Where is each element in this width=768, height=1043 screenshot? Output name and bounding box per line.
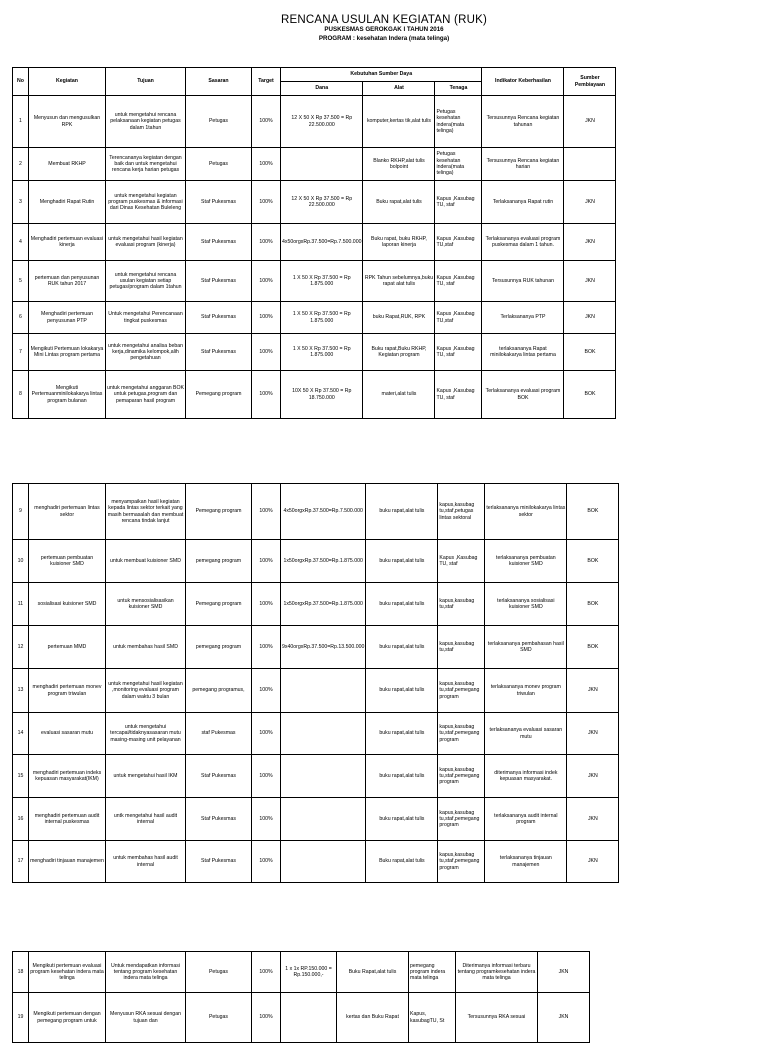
cell-dana: 9x40orgxRp.37.500=Rp.13.500.000 xyxy=(281,626,366,669)
ruk-table-sheet-1 xyxy=(12,67,616,419)
cell-dana xyxy=(281,755,366,798)
cell-kegiatan: menghadiri pertemuan lintas sektor xyxy=(29,484,106,540)
cell-tenaga: Petugas kesehatan indera(mata telinga) xyxy=(435,96,482,148)
cell-sasaran: Staf Pukesmas xyxy=(186,334,252,371)
cell-alat: Blanko RKHP,alat tulis bolpoint xyxy=(363,148,435,181)
cell-target: 100% xyxy=(252,798,281,841)
cell-tujuan: untuk mengetahui rencana usulan kegiatan setiap petugas/program dalam 1tahun xyxy=(106,261,186,302)
cell-tujuan: untuk mensosialisasikan kuisioner SMD xyxy=(106,583,186,626)
cell-sumber: JKN xyxy=(564,302,616,334)
cell-alat: buku rapat,alat tulis xyxy=(366,583,438,626)
cell-sasaran: Petugas xyxy=(186,96,252,148)
col-kegiatan: Kegiatan xyxy=(29,68,106,96)
cell-sasaran: pemegang program xyxy=(186,540,252,583)
cell-dana: 12 X 50 X Rp 37.500 = Rp 22.500.000 xyxy=(281,181,363,224)
cell-kegiatan: menghadiri pertemuan indeks kepuasan masyarakat(IKM) xyxy=(29,755,106,798)
cell-target: 100% xyxy=(252,841,281,883)
cell-kegiatan: menghadiri tinjauan manajemen xyxy=(29,841,106,883)
table-row xyxy=(13,181,616,224)
cell-indikator: terlaksananya sosialisasi kuisioner SMD xyxy=(485,583,567,626)
cell-tujuan: Untuk mendapatkan informasi tentang program kesehatan indera mata telinga xyxy=(106,952,186,993)
cell-kegiatan: pertemuan MMD xyxy=(29,626,106,669)
table-row xyxy=(13,713,619,755)
cell-indikator: Terlaksananya evaluasi program puskesmas dalam 1 tahun. xyxy=(482,224,564,261)
table-row xyxy=(13,841,619,883)
cell-target: 100% xyxy=(252,261,281,302)
cell-dana xyxy=(281,148,363,181)
cell-sumber: BOK xyxy=(567,583,619,626)
cell-sasaran: pemegang program xyxy=(186,626,252,669)
cell-no: 16 xyxy=(13,798,29,841)
cell-kegiatan: menghadiri pertemuan monev program triwulan xyxy=(29,669,106,713)
cell-kegiatan: Membuat RKHP xyxy=(29,148,106,181)
col-indikator: Indikator Keberhasilan xyxy=(482,68,564,96)
cell-no: 12 xyxy=(13,626,29,669)
cell-sasaran: Pemegang program xyxy=(186,484,252,540)
cell-kegiatan: pertemuan pembuatan kuisioner SMD xyxy=(29,540,106,583)
cell-dana xyxy=(281,841,366,883)
cell-kegiatan: Menyusun dan mengusulkan RPK xyxy=(29,96,106,148)
cell-sasaran: Petugas xyxy=(186,993,252,1043)
cell-dana: 4x50orgxRp.37.500=Rp.7.500.000 xyxy=(281,224,363,261)
cell-sumber: JKN xyxy=(567,669,619,713)
cell-tujuan: Terencananya kegiatan dengan baik dan untuk mengetahui rencana kerja harian petugas xyxy=(106,148,186,181)
cell-alat: buku Rapat,RUK, RPK xyxy=(363,302,435,334)
cell-dana: 1 x 1x RP.150.000 = Rp.150.000,- xyxy=(281,952,337,993)
cell-no: 14 xyxy=(13,713,29,755)
cell-alat: buku rapat,alat tulis xyxy=(366,669,438,713)
cell-target: 100% xyxy=(252,371,281,419)
cell-tenaga: Kapus ,Kasubag TU, staf xyxy=(435,261,482,302)
table-row xyxy=(13,540,619,583)
cell-sasaran: staf Pukesmas xyxy=(186,713,252,755)
col-alat: Alat xyxy=(363,82,435,96)
table-row xyxy=(13,755,619,798)
cell-tujuan: untuk mengetahui hasil IKM xyxy=(106,755,186,798)
cell-target: 100% xyxy=(252,96,281,148)
cell-no: 8 xyxy=(13,371,29,419)
cell-tujuan: untuk mengetahui kegiatan program puskesmas & informasi dari Dinas Kesehatan Buleleng xyxy=(106,181,186,224)
cell-sumber xyxy=(564,148,616,181)
table-row xyxy=(13,583,619,626)
cell-sasaran: Staf Pukesmas xyxy=(186,798,252,841)
cell-indikator: Terlaksananya PTP xyxy=(482,302,564,334)
cell-sumber: BOK xyxy=(567,484,619,540)
cell-target: 100% xyxy=(252,952,281,993)
cell-sasaran: Staf Pukesmas xyxy=(186,181,252,224)
cell-tujuan: untuk mengetahui tercapai/tidaknyasasaran mutu masing-masing unit pelayanan xyxy=(106,713,186,755)
cell-tenaga: Kapus ,Kasubag TU,staf xyxy=(435,224,482,261)
ruk-table-sheet-2 xyxy=(12,483,619,883)
cell-sumber: BOK xyxy=(564,371,616,419)
cell-alat: RPK Tahun sebelumnya,buku rapat alat tulis xyxy=(363,261,435,302)
table-row xyxy=(13,669,619,713)
cell-no: 3 xyxy=(13,181,29,224)
cell-tenaga: kapus,kasubag tu,staf,pemegang program xyxy=(438,798,485,841)
cell-indikator: Tersusunnya Rencana kegiatan harian xyxy=(482,148,564,181)
cell-alat: buku rapat,alat tulis xyxy=(366,540,438,583)
cell-target: 100% xyxy=(252,148,281,181)
cell-indikator: Diterimanya informasi terbaru tentang programkesehatan indera mata telinga xyxy=(456,952,538,993)
cell-target: 100% xyxy=(252,626,281,669)
cell-sasaran: Pemegang program xyxy=(186,371,252,419)
ruk-table-sheet-3 xyxy=(12,951,590,1043)
cell-alat: buku rapat,alat tulis xyxy=(366,713,438,755)
cell-tenaga: Kapus ,Kasubag TU, staf xyxy=(435,371,482,419)
document-title: RENCANA USULAN KEGIATAN (RUK) xyxy=(280,14,488,26)
cell-tenaga: pemegang program indera mata telinga xyxy=(409,952,456,993)
cell-kegiatan: pertemuan dan penyusunan RUK tahun 2017 xyxy=(29,261,106,302)
table-row xyxy=(13,334,616,371)
table-row xyxy=(13,484,619,540)
col-dana: Dana xyxy=(281,82,363,96)
cell-sasaran: Staf Pukesmas xyxy=(186,302,252,334)
cell-no: 13 xyxy=(13,669,29,713)
cell-alat: Buku rapat,alat tulis xyxy=(363,181,435,224)
cell-tenaga: kapus,kasubag tu,staf,petugas lintas sektoral xyxy=(438,484,485,540)
cell-no: 10 xyxy=(13,540,29,583)
cell-tenaga: Kapus ,Kasubag TU, staf xyxy=(438,540,485,583)
col-target: Target xyxy=(252,68,281,96)
cell-dana: 4x50orgxRp.37.500=Rp.7.500.000 xyxy=(281,484,366,540)
table-row xyxy=(13,96,616,148)
cell-tenaga: Kapus ,Kasubag TU, staf xyxy=(435,181,482,224)
cell-target: 100% xyxy=(252,713,281,755)
cell-sumber: JKN xyxy=(567,841,619,883)
cell-kegiatan: Mengikuti Pertemuan lokakarya Mini Lintas program pertama xyxy=(29,334,106,371)
cell-target: 100% xyxy=(252,484,281,540)
cell-sumber: JKN xyxy=(567,798,619,841)
cell-alat: Buku Rapat,alat tulis xyxy=(337,952,409,993)
cell-tenaga: kapus,kasubag tu,staf xyxy=(438,583,485,626)
cell-dana xyxy=(281,993,337,1043)
document-header xyxy=(0,14,768,43)
cell-target: 100% xyxy=(252,669,281,713)
cell-kegiatan: Mengikuti Pertemuanminilokakarya lintas program bulanan xyxy=(29,371,106,419)
cell-sumber: JKN xyxy=(564,181,616,224)
cell-no: 11 xyxy=(13,583,29,626)
cell-tujuan: untuk mengetahui rencana pelaksanaan kegiatan petugas dalam 1tahun xyxy=(106,96,186,148)
cell-alat: buku rapat,alat tulis xyxy=(366,798,438,841)
cell-sumber: JKN xyxy=(538,993,590,1043)
cell-alat: Buku rapat,Buku RKHP, Kegiatan program xyxy=(363,334,435,371)
cell-target: 100% xyxy=(252,224,281,261)
table-row xyxy=(13,224,616,261)
cell-no: 7 xyxy=(13,334,29,371)
cell-no: 17 xyxy=(13,841,29,883)
cell-target: 100% xyxy=(252,993,281,1043)
col-tenaga: Tenaga xyxy=(435,82,482,96)
cell-sumber: JKN xyxy=(567,755,619,798)
table-row xyxy=(13,626,619,669)
cell-sumber: JKN xyxy=(567,713,619,755)
cell-tujuan: untuk membahas hasil SMD xyxy=(106,626,186,669)
document-subtitle: PUSKESMAS GEROKGAK I TAHUN 2016 xyxy=(324,26,444,33)
cell-dana: 1 X 50 X Rp 37.500 = Rp 1.875.000 xyxy=(281,302,363,334)
cell-target: 100% xyxy=(252,540,281,583)
cell-tenaga: kapus,kasubag tu,staf,pemegang program xyxy=(438,841,485,883)
cell-no: 15 xyxy=(13,755,29,798)
cell-sumber: JKN xyxy=(564,261,616,302)
cell-indikator: terlaksananya pembuatan kuisioner SMD xyxy=(485,540,567,583)
cell-no: 2 xyxy=(13,148,29,181)
cell-sasaran: Staf Pukesmas xyxy=(186,261,252,302)
cell-alat: komputer,kertas tik,alat tulis xyxy=(363,96,435,148)
cell-tujuan: Untuk mengetahui Perencanaan tingkat puskesmas xyxy=(106,302,186,334)
col-tujuan: Tujuan xyxy=(106,68,186,96)
cell-dana xyxy=(281,669,366,713)
table-row xyxy=(13,148,616,181)
cell-indikator: terlaksananya audit internal program xyxy=(485,798,567,841)
cell-dana: 12 X 50 X Rp 37.500 = Rp 22.500.000 xyxy=(281,96,363,148)
cell-sasaran: pemegang programus, xyxy=(186,669,252,713)
cell-tujuan: untk mengetahui hasil audit internal xyxy=(106,798,186,841)
cell-target: 100% xyxy=(252,302,281,334)
cell-kegiatan: evaluasi sasaran mutu xyxy=(29,713,106,755)
cell-no: 18 xyxy=(13,952,29,993)
cell-sasaran: Pemegang program xyxy=(186,583,252,626)
cell-sumber: BOK xyxy=(567,626,619,669)
cell-dana xyxy=(281,798,366,841)
cell-sasaran: Petugas xyxy=(186,148,252,181)
cell-target: 100% xyxy=(252,583,281,626)
cell-alat: buku rapat,alat tulis xyxy=(366,755,438,798)
cell-indikator: terlaksananya monev program triwulan xyxy=(485,669,567,713)
table-row xyxy=(13,371,616,419)
cell-target: 100% xyxy=(252,334,281,371)
cell-alat: kertas dan Buku Rapat xyxy=(337,993,409,1043)
cell-indikator: terlaksananya tinjauan manajemen xyxy=(485,841,567,883)
table-row xyxy=(13,798,619,841)
cell-tenaga: Kapus ,Kasubag TU, staf xyxy=(435,334,482,371)
cell-no: 5 xyxy=(13,261,29,302)
cell-tenaga: kapus,kasubag tu,staf,pemegang program xyxy=(438,755,485,798)
cell-tujuan: untuk membahas hasil audit internal xyxy=(106,841,186,883)
cell-indikator: terlaksananya minilokakarya lintas sektor xyxy=(485,484,567,540)
cell-indikator: terlaksananya pembahasan hasil SMD xyxy=(485,626,567,669)
cell-target: 100% xyxy=(252,181,281,224)
cell-dana: 1 X 50 X Rp 37.500 = Rp 1.875.000 xyxy=(281,261,363,302)
col-kebutuhan: Kebutuhan Sumber Daya xyxy=(281,68,482,82)
cell-dana xyxy=(281,713,366,755)
cell-sasaran: Staf Pukesmas xyxy=(186,224,252,261)
table-row xyxy=(13,993,590,1043)
document-program: PROGRAM : kesehatan Indera (mata telinga) xyxy=(318,34,450,42)
cell-kegiatan: Mengikuti pertemuan dengan pemegang program untuk xyxy=(29,993,106,1043)
cell-kegiatan: Mengikuti pertemuan evaluasi program kesehatan indera mata telinga xyxy=(29,952,106,993)
cell-sumber: JKN xyxy=(564,224,616,261)
cell-tujuan: untuk mengetahui hasil kegiatan evaluasi program (kinerja) xyxy=(106,224,186,261)
cell-alat: buku rapat,alat tulis xyxy=(366,484,438,540)
table-row xyxy=(13,302,616,334)
cell-indikator: Tersusunnya RKA sesuai xyxy=(456,993,538,1043)
cell-tujuan: untuk mengetahui hasil kegiatan ,monitoring evaluasi program dalam waktu 3 bulan xyxy=(106,669,186,713)
cell-indikator: Terlaksananya evaluasi program BOK xyxy=(482,371,564,419)
cell-no: 19 xyxy=(13,993,29,1043)
cell-kegiatan: Menghadiri pertemuan penyusunan PTP xyxy=(29,302,106,334)
cell-indikator: diterimanya informasi indek kepuasan masyarakat. xyxy=(485,755,567,798)
cell-tenaga: kapus,kasubag tu,staf xyxy=(438,626,485,669)
cell-tenaga: Kapus, kasubagTU, St xyxy=(409,993,456,1043)
cell-alat: buku rapat,alat tulis xyxy=(366,626,438,669)
cell-kegiatan: Menghadiri pertemuan evaluasi kinerja xyxy=(29,224,106,261)
cell-target: 100% xyxy=(252,755,281,798)
cell-dana: 1 X 50 X Rp 37.500 = Rp 1.875.000 xyxy=(281,334,363,371)
cell-tujuan: menyampaikan hasil kegiatan kepada lintas sektor terkait yang masih bermasalah dan membuat rencana tindak lanjut xyxy=(106,484,186,540)
cell-sumber: BOK xyxy=(564,334,616,371)
cell-indikator: terlaksananya evaluasi sasaran mutu xyxy=(485,713,567,755)
cell-dana: 10X 50 X Rp 37.500 = Rp 18.750.000 xyxy=(281,371,363,419)
cell-tenaga: kapus,kasubag tu,staf,pemegang program xyxy=(438,713,485,755)
cell-indikator: Terlaksananya Rapat rutin xyxy=(482,181,564,224)
cell-dana: 1x50orgxRp.37.500=Rp.1.875.000 xyxy=(281,540,366,583)
cell-tujuan: untuk mengetahui anggaran BOK untuk petugas,program dan pemaparan hasil program xyxy=(106,371,186,419)
cell-sasaran: Staf Pukesmas xyxy=(186,841,252,883)
cell-no: 4 xyxy=(13,224,29,261)
cell-tenaga: Petugas kesehatan indera(mata telinga) xyxy=(435,148,482,181)
cell-tenaga: Kapus ,Kasubag TU,staf xyxy=(435,302,482,334)
cell-kegiatan: Menghadiri Rapat Rutin xyxy=(29,181,106,224)
cell-indikator: Tersusunnya Rencana kegiatan tahunan xyxy=(482,96,564,148)
cell-indikator: Tersusunnya RUK tahunan xyxy=(482,261,564,302)
cell-kegiatan: menghadiri pertemuan audit internal puskesmas xyxy=(29,798,106,841)
cell-alat: materi,alat tulis xyxy=(363,371,435,419)
cell-sumber: JKN xyxy=(538,952,590,993)
cell-tujuan: untuk membuat kuisioner SMD xyxy=(106,540,186,583)
cell-no: 6 xyxy=(13,302,29,334)
cell-dana: 1x50orgxRp.37.500=Rp.1.875.000 xyxy=(281,583,366,626)
cell-indikator: terlaksananya Rapat minilokakarya lintas pertama xyxy=(482,334,564,371)
cell-sasaran: Staf Pukesmas xyxy=(186,755,252,798)
cell-tujuan: Menyusun RKA sesuai dengan tujuan dan xyxy=(106,993,186,1043)
cell-sasaran: Petugas xyxy=(186,952,252,993)
table-row xyxy=(13,261,616,302)
cell-no: 1 xyxy=(13,96,29,148)
col-sasaran: Sasaran xyxy=(186,68,252,96)
cell-alat: Buku rapat,alat tulis xyxy=(366,841,438,883)
col-no: No xyxy=(13,68,29,96)
cell-alat: Buku rapat, buku RKHP, laporan kinerja xyxy=(363,224,435,261)
cell-sumber: JKN xyxy=(564,96,616,148)
table-row xyxy=(13,952,590,993)
col-sumber: Sumber Pembiayaan xyxy=(564,68,616,96)
cell-tujuan: untuk mengetahui analisa beban kerja,dinamika kelompok,alih pengetahuan xyxy=(106,334,186,371)
cell-sumber: BOK xyxy=(567,540,619,583)
cell-kegiatan: sosialisasi kuisioner SMD xyxy=(29,583,106,626)
cell-no: 9 xyxy=(13,484,29,540)
cell-tenaga: kapus,kasubag tu,staf,pemegang program xyxy=(438,669,485,713)
